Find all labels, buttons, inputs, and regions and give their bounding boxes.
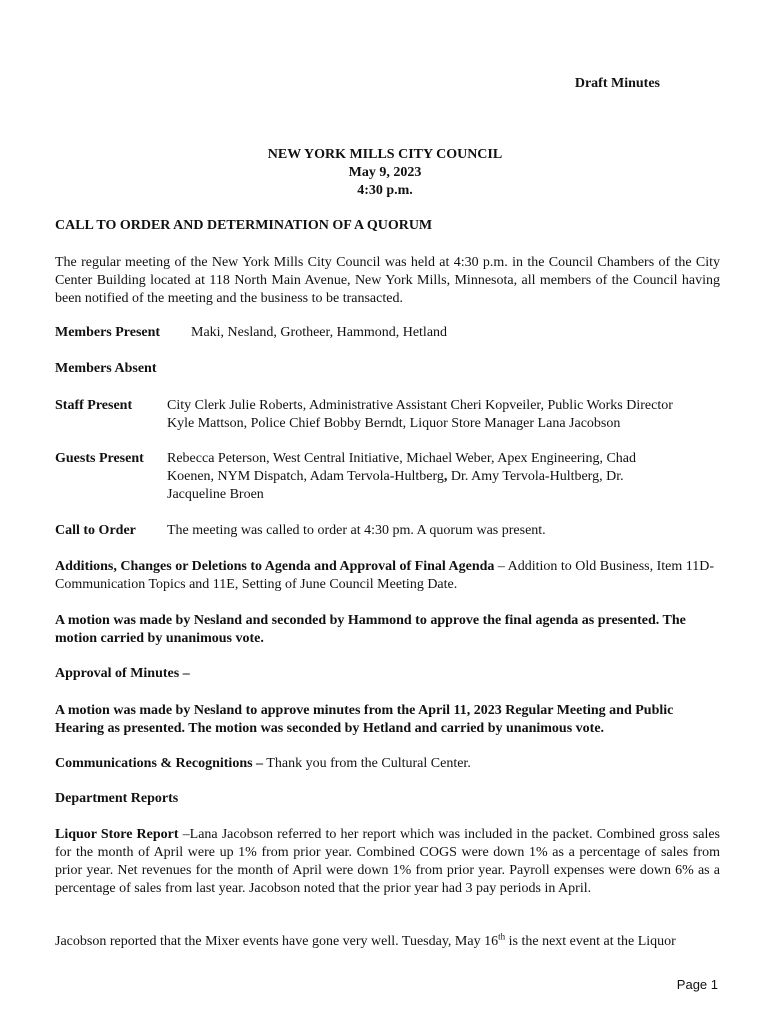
- guests-present-line-2: Koenen, NYM Dispatch, Adam Tervola-Hultberg, Dr. Amy Tervola-Hultberg, Dr.: [167, 469, 624, 484]
- staff-present-line-2: Kyle Mattson, Police Chief Bobby Berndt, Liquor Store Manager Lana Jacobson: [167, 416, 621, 431]
- agenda-heading: Additions, Changes or Deletions to Agenda and Approval of Final Agenda: [55, 559, 495, 574]
- call-to-order-heading: CALL TO ORDER AND DETERMINATION OF A QUORUM: [55, 218, 433, 233]
- draft-label: Draft Minutes: [574, 76, 660, 91]
- call-to-order-value: The meeting was called to order at 4:30 pm. A quorum was present.: [167, 523, 546, 538]
- members-present-value: Maki, Nesland, Grotheer, Hammond, Hetland: [191, 325, 448, 340]
- communications-paragraph: [55, 755, 720, 773]
- call-to-order-label: Call to Order: [55, 523, 136, 538]
- page-number: Page 1: [676, 977, 718, 992]
- communications-heading: Communications & Recognitions –: [55, 756, 264, 771]
- members-present-label: Members Present: [55, 325, 161, 340]
- motion-minutes: A motion was made by Nesland to approve minutes from the April 11, 2023 Regular Meeting and Public Hearing as presented. The motion was seconded by Hetland and carried by unanimous vote.: [55, 703, 674, 736]
- council-name: NEW YORK MILLS CITY COUNCIL: [267, 147, 503, 162]
- meeting-date: May 9, 2023: [348, 165, 422, 180]
- call-to-order-row: [0, 522, 770, 540]
- liquor-store-heading: Liquor Store Report: [55, 827, 179, 842]
- department-reports-heading: Department Reports: [55, 791, 179, 806]
- members-absent-row: [0, 360, 770, 378]
- agenda-text: – Addition to Old Business, Item 11D-Communication Topics and 11E, Setting of June Council Meeting Date.: [55, 559, 714, 592]
- staff-present-line-1: City Clerk Julie Roberts, Administrative Assistant Cheri Kopveiler, Public Works Director: [167, 398, 673, 413]
- agenda-paragraph: [55, 558, 720, 594]
- members-absent-label: Members Absent: [55, 361, 157, 376]
- liquor-store-paragraph: [55, 826, 720, 898]
- guests-present-label: Guests Present: [55, 451, 144, 466]
- motion-agenda: A motion was made by Nesland and seconded by Hammond to approve the final agenda as presented. The motion carried by unanimous vote.: [55, 613, 686, 646]
- guests-present-line-1: Rebecca Peterson, West Central Initiative, Michael Weber, Apex Engineering, Chad: [167, 451, 637, 466]
- communications-text: Thank you from the Cultural Center.: [263, 756, 471, 771]
- members-present-row: [0, 324, 770, 342]
- liquor-store-text: –Lana Jacobson referred to her report which was included in the packet. Combined gross sales for the month of April were up 1% from prior year. Combined COGS were down 1% as a percentage of sales from prior year. Net revenues for the month of April were down 1% from prior year. Payroll expenses were down 6% as a percentage of sales from last year. Jacobson noted that the prior year had 3 pay periods in April.: [55, 827, 721, 896]
- guests-present-line-3: Jacqueline Broen: [167, 487, 264, 502]
- meeting-time: 4:30 p.m.: [357, 183, 413, 198]
- intro-paragraph: The regular meeting of the New York Mills City Council was held at 4:30 p.m. in the Council Chambers of the City Center Building located at 118 North Main Avenue, New York Mills, Minnesota, all members of the Council having been notified of the meeting and the business to be transacted.: [55, 255, 720, 306]
- document-title: [0, 146, 770, 200]
- mixer-paragraph: Jacobson reported that the Mixer events have gone very well. Tuesday, May 16th is the next event at the Liquor: [55, 931, 676, 949]
- staff-present-row: [0, 397, 770, 433]
- staff-present-label: Staff Present: [55, 398, 133, 413]
- approval-of-minutes-heading: Approval of Minutes –: [55, 666, 190, 681]
- guests-present-row: [0, 450, 770, 504]
